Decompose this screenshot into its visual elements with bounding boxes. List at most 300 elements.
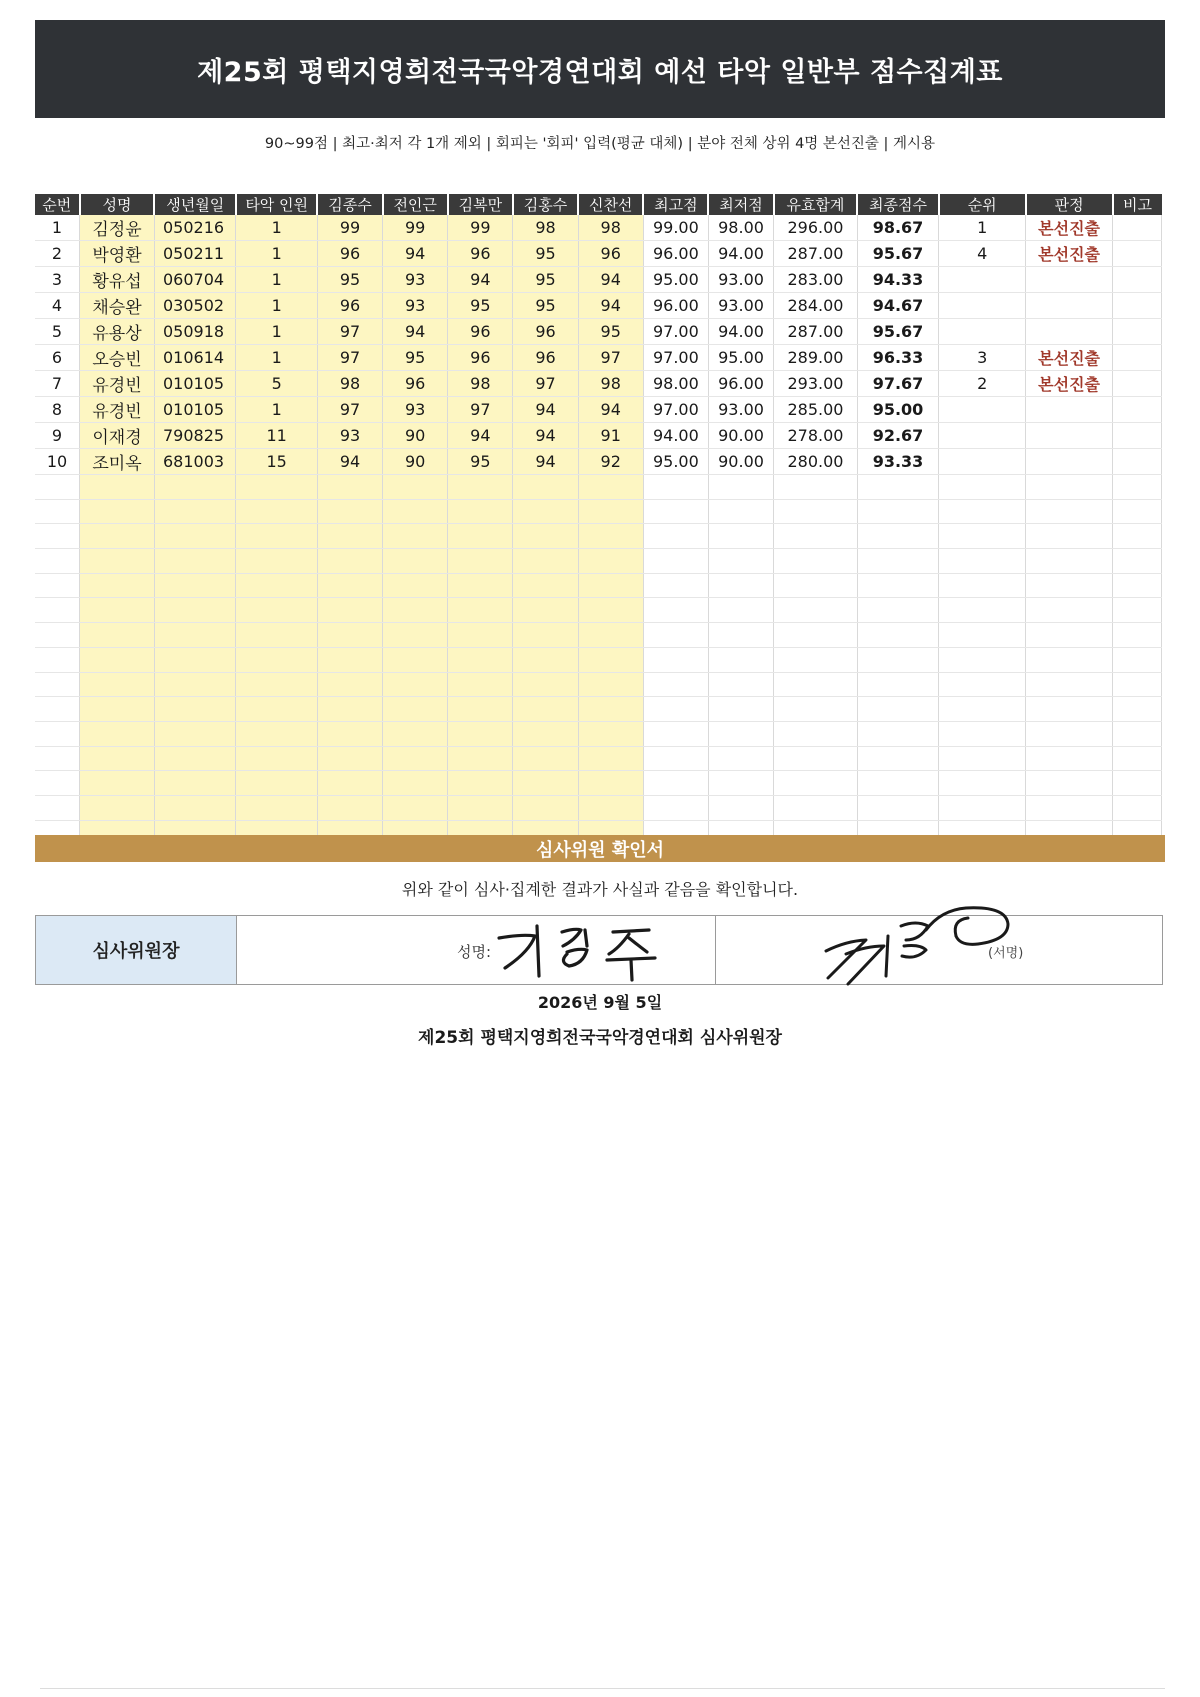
cell-rank bbox=[939, 795, 1026, 820]
cell-final: 96.33 bbox=[857, 345, 938, 371]
header-verdict: 판정 bbox=[1026, 194, 1113, 215]
cell-final bbox=[857, 573, 938, 598]
table-row bbox=[35, 475, 1162, 500]
cell-valid-sum bbox=[774, 721, 858, 746]
cell-rank bbox=[939, 397, 1026, 423]
cell-note bbox=[1113, 293, 1162, 319]
cell-max: 99.00 bbox=[643, 215, 708, 241]
cell-judge-2 bbox=[383, 721, 448, 746]
seal-label: (서명) bbox=[988, 946, 1024, 961]
cell-members: 1 bbox=[236, 215, 317, 241]
cell-judge-2 bbox=[383, 746, 448, 771]
cell-min bbox=[708, 672, 773, 697]
cell-judge-2 bbox=[383, 795, 448, 820]
cell-members bbox=[236, 697, 317, 722]
cell-no bbox=[35, 598, 80, 623]
signature-table bbox=[35, 915, 1163, 985]
cell-verdict: 본선진출 bbox=[1026, 345, 1113, 371]
cell-judge-5: 91 bbox=[578, 423, 643, 449]
cell-note bbox=[1113, 499, 1162, 524]
table-row bbox=[35, 241, 1162, 267]
cell-note bbox=[1113, 573, 1162, 598]
cell-name bbox=[80, 499, 155, 524]
cell-birth bbox=[154, 795, 235, 820]
cell-rank bbox=[939, 672, 1026, 697]
cell-min: 90.00 bbox=[708, 449, 773, 475]
cell-judge-5 bbox=[578, 672, 643, 697]
cell-judge-1 bbox=[317, 672, 382, 697]
cell-min: 95.00 bbox=[708, 345, 773, 371]
cell-final: 98.67 bbox=[857, 215, 938, 241]
cell-valid-sum: 284.00 bbox=[774, 293, 858, 319]
cell-verdict bbox=[1026, 475, 1113, 500]
cell-min: 93.00 bbox=[708, 267, 773, 293]
cell-note bbox=[1113, 672, 1162, 697]
cell-members bbox=[236, 795, 317, 820]
cell-judge-1: 97 bbox=[317, 319, 382, 345]
confirm-statement: 위와 같이 심사·집계한 결과가 사실과 같음을 확인합니다. bbox=[401, 880, 799, 899]
cell-judge-1: 97 bbox=[317, 397, 382, 423]
cell-max bbox=[643, 795, 708, 820]
cell-note bbox=[1113, 345, 1162, 371]
cell-judge-5 bbox=[578, 795, 643, 820]
cell-name bbox=[80, 795, 155, 820]
cell-judge-3: 94 bbox=[448, 267, 513, 293]
cell-judge-5 bbox=[578, 549, 643, 574]
header-judge-2: 전인근 bbox=[383, 194, 448, 215]
cell-final bbox=[857, 721, 938, 746]
cell-members: 1 bbox=[236, 319, 317, 345]
header-name: 성명 bbox=[80, 194, 155, 215]
cell-valid-sum: 280.00 bbox=[774, 449, 858, 475]
cell-judge-3 bbox=[448, 697, 513, 722]
cell-rank: 2 bbox=[939, 371, 1026, 397]
header-judge-1: 김종수 bbox=[317, 194, 382, 215]
cell-birth bbox=[154, 746, 235, 771]
cell-no bbox=[35, 549, 80, 574]
cell-final: 95.67 bbox=[857, 319, 938, 345]
cell-birth bbox=[154, 475, 235, 500]
cell-judge-2 bbox=[383, 499, 448, 524]
cell-members: 1 bbox=[236, 293, 317, 319]
cell-members bbox=[236, 672, 317, 697]
confirm-heading: 심사위원 확인서 bbox=[35, 835, 1165, 862]
cell-verdict bbox=[1026, 573, 1113, 598]
cell-no bbox=[35, 771, 80, 796]
cell-name: 황유섭 bbox=[80, 267, 155, 293]
cell-verdict: 본선진출 bbox=[1026, 371, 1113, 397]
header-judge-3: 김복만 bbox=[448, 194, 513, 215]
name-cell bbox=[237, 916, 716, 984]
cell-judge-4: 96 bbox=[513, 319, 578, 345]
cell-final: 94.67 bbox=[857, 293, 938, 319]
cell-birth: 010614 bbox=[154, 345, 235, 371]
table-row bbox=[35, 293, 1162, 319]
cell-no bbox=[35, 795, 80, 820]
cell-members: 11 bbox=[236, 423, 317, 449]
table-header-row bbox=[35, 194, 1162, 215]
cell-judge-4 bbox=[513, 697, 578, 722]
cell-name bbox=[80, 573, 155, 598]
cell-max: 97.00 bbox=[643, 319, 708, 345]
cell-note bbox=[1113, 397, 1162, 423]
cell-verdict bbox=[1026, 697, 1113, 722]
header-max: 최고점 bbox=[643, 194, 708, 215]
cell-rank bbox=[939, 267, 1026, 293]
cell-note bbox=[1113, 524, 1162, 549]
cell-judge-4 bbox=[513, 795, 578, 820]
cell-judge-4 bbox=[513, 598, 578, 623]
cell-rank bbox=[939, 549, 1026, 574]
table-row bbox=[35, 672, 1162, 697]
cell-valid-sum bbox=[774, 499, 858, 524]
cell-members: 5 bbox=[236, 371, 317, 397]
cell-verdict bbox=[1026, 423, 1113, 449]
cell-final bbox=[857, 499, 938, 524]
cell-note bbox=[1113, 697, 1162, 722]
cell-judge-2 bbox=[383, 623, 448, 648]
cell-judge-3 bbox=[448, 623, 513, 648]
table-row bbox=[35, 746, 1162, 771]
cell-rank bbox=[939, 771, 1026, 796]
cell-members bbox=[236, 623, 317, 648]
cell-members bbox=[236, 573, 317, 598]
cell-verdict bbox=[1026, 598, 1113, 623]
cell-min bbox=[708, 771, 773, 796]
cell-max: 96.00 bbox=[643, 293, 708, 319]
cell-name bbox=[80, 697, 155, 722]
cell-judge-3 bbox=[448, 598, 513, 623]
cell-verdict bbox=[1026, 499, 1113, 524]
cell-no: 1 bbox=[35, 215, 80, 241]
cell-final bbox=[857, 771, 938, 796]
cell-name: 이재경 bbox=[80, 423, 155, 449]
cell-rank bbox=[939, 293, 1026, 319]
cell-valid-sum: 293.00 bbox=[774, 371, 858, 397]
header-final: 최종점수 bbox=[857, 194, 938, 215]
cell-name: 유경빈 bbox=[80, 397, 155, 423]
cell-judge-1 bbox=[317, 746, 382, 771]
cell-final: 95.67 bbox=[857, 241, 938, 267]
cell-judge-5 bbox=[578, 746, 643, 771]
cell-no: 10 bbox=[35, 449, 80, 475]
cell-valid-sum bbox=[774, 524, 858, 549]
cell-judge-4: 94 bbox=[513, 397, 578, 423]
cell-judge-2: 94 bbox=[383, 319, 448, 345]
cell-judge-4 bbox=[513, 524, 578, 549]
cell-name: 유경빈 bbox=[80, 371, 155, 397]
cell-judge-3 bbox=[448, 647, 513, 672]
cell-final bbox=[857, 549, 938, 574]
cell-valid-sum: 289.00 bbox=[774, 345, 858, 371]
cell-judge-1: 94 bbox=[317, 449, 382, 475]
cell-valid-sum bbox=[774, 647, 858, 672]
cell-rank bbox=[939, 499, 1026, 524]
cell-note bbox=[1113, 721, 1162, 746]
cell-members bbox=[236, 598, 317, 623]
header-min: 최저점 bbox=[708, 194, 773, 215]
cell-no: 6 bbox=[35, 345, 80, 371]
cell-max bbox=[643, 697, 708, 722]
cell-verdict bbox=[1026, 672, 1113, 697]
cell-members bbox=[236, 721, 317, 746]
cell-note bbox=[1113, 647, 1162, 672]
cell-judge-3 bbox=[448, 573, 513, 598]
cell-birth: 790825 bbox=[154, 423, 235, 449]
cell-judge-3: 97 bbox=[448, 397, 513, 423]
cell-judge-3 bbox=[448, 771, 513, 796]
cell-rank: 4 bbox=[939, 241, 1026, 267]
cell-note bbox=[1113, 795, 1162, 820]
cell-members: 1 bbox=[236, 397, 317, 423]
page-title: 제25회 평택지영희전국국악경연대회 예선 타악 일반부 점수집계표 bbox=[35, 20, 1165, 118]
cell-judge-2: 94 bbox=[383, 241, 448, 267]
cell-max bbox=[643, 499, 708, 524]
cell-final bbox=[857, 598, 938, 623]
table-row bbox=[35, 319, 1162, 345]
header-valid-sum: 유효합계 bbox=[774, 194, 858, 215]
cell-note bbox=[1113, 215, 1162, 241]
table-row bbox=[35, 771, 1162, 796]
cell-judge-2 bbox=[383, 573, 448, 598]
cell-final bbox=[857, 475, 938, 500]
cell-judge-2: 93 bbox=[383, 267, 448, 293]
cell-min: 90.00 bbox=[708, 423, 773, 449]
cell-final bbox=[857, 697, 938, 722]
cell-members: 1 bbox=[236, 241, 317, 267]
cell-birth: 030502 bbox=[154, 293, 235, 319]
header-note: 비고 bbox=[1113, 194, 1162, 215]
cell-judge-2 bbox=[383, 771, 448, 796]
cell-birth bbox=[154, 672, 235, 697]
cell-verdict bbox=[1026, 293, 1113, 319]
cell-judge-3: 96 bbox=[448, 345, 513, 371]
cell-judge-4 bbox=[513, 672, 578, 697]
table-row bbox=[35, 623, 1162, 648]
confirm-date: 2026년 9월 5일 bbox=[537, 993, 663, 1012]
cell-name: 채승완 bbox=[80, 293, 155, 319]
cell-note bbox=[1113, 319, 1162, 345]
cell-birth bbox=[154, 623, 235, 648]
cell-judge-4: 95 bbox=[513, 241, 578, 267]
cell-min: 93.00 bbox=[708, 293, 773, 319]
cell-max: 95.00 bbox=[643, 267, 708, 293]
cell-name bbox=[80, 647, 155, 672]
cell-verdict bbox=[1026, 397, 1113, 423]
cell-min bbox=[708, 721, 773, 746]
cell-rank bbox=[939, 623, 1026, 648]
cell-name: 박영환 bbox=[80, 241, 155, 267]
cell-members bbox=[236, 549, 317, 574]
cell-max: 96.00 bbox=[643, 241, 708, 267]
cell-max bbox=[643, 623, 708, 648]
cell-final: 94.33 bbox=[857, 267, 938, 293]
header-rank: 순위 bbox=[939, 194, 1026, 215]
cell-members bbox=[236, 475, 317, 500]
cell-note bbox=[1113, 371, 1162, 397]
cell-max bbox=[643, 573, 708, 598]
cell-judge-4 bbox=[513, 475, 578, 500]
cell-min: 96.00 bbox=[708, 371, 773, 397]
cell-note bbox=[1113, 623, 1162, 648]
cell-judge-4 bbox=[513, 746, 578, 771]
cell-final bbox=[857, 795, 938, 820]
cell-note bbox=[1113, 746, 1162, 771]
cell-valid-sum bbox=[774, 623, 858, 648]
cell-max bbox=[643, 746, 708, 771]
header-no: 순번 bbox=[35, 194, 80, 215]
cell-no: 8 bbox=[35, 397, 80, 423]
cell-birth: 050211 bbox=[154, 241, 235, 267]
cell-judge-5 bbox=[578, 647, 643, 672]
cell-judge-5 bbox=[578, 771, 643, 796]
cell-no bbox=[35, 475, 80, 500]
cell-judge-4 bbox=[513, 499, 578, 524]
cell-judge-4 bbox=[513, 771, 578, 796]
cell-judge-3 bbox=[448, 746, 513, 771]
cell-no bbox=[35, 697, 80, 722]
cell-judge-1: 98 bbox=[317, 371, 382, 397]
cell-judge-2 bbox=[383, 598, 448, 623]
cell-judge-2: 90 bbox=[383, 423, 448, 449]
cell-name: 조미옥 bbox=[80, 449, 155, 475]
cell-max: 97.00 bbox=[643, 345, 708, 371]
cell-name bbox=[80, 623, 155, 648]
cell-judge-3: 96 bbox=[448, 241, 513, 267]
cell-verdict bbox=[1026, 647, 1113, 672]
name-label: 성명: bbox=[457, 943, 492, 961]
cell-members: 1 bbox=[236, 267, 317, 293]
cell-judge-1: 93 bbox=[317, 423, 382, 449]
cell-verdict: 본선진출 bbox=[1026, 215, 1113, 241]
cell-judge-2: 93 bbox=[383, 397, 448, 423]
cell-name bbox=[80, 475, 155, 500]
cell-judge-5: 92 bbox=[578, 449, 643, 475]
cell-judge-2 bbox=[383, 549, 448, 574]
cell-rank: 1 bbox=[939, 215, 1026, 241]
table-row bbox=[35, 397, 1162, 423]
handwritten-name bbox=[237, 916, 715, 986]
cell-valid-sum bbox=[774, 697, 858, 722]
cell-verdict bbox=[1026, 449, 1113, 475]
cell-judge-1 bbox=[317, 499, 382, 524]
cell-judge-4: 97 bbox=[513, 371, 578, 397]
footer-authority: 제25회 평택지영희전국국악경연대회 심사위원장 bbox=[418, 1028, 782, 1048]
cell-judge-1 bbox=[317, 549, 382, 574]
cell-members bbox=[236, 746, 317, 771]
header-members: 타악 인원 bbox=[236, 194, 317, 215]
cell-judge-4: 96 bbox=[513, 345, 578, 371]
table-row bbox=[35, 721, 1162, 746]
cell-judge-2 bbox=[383, 524, 448, 549]
cell-verdict bbox=[1026, 795, 1113, 820]
cell-name bbox=[80, 598, 155, 623]
table-row bbox=[35, 549, 1162, 574]
cell-judge-1: 96 bbox=[317, 241, 382, 267]
cell-min bbox=[708, 499, 773, 524]
cell-note bbox=[1113, 423, 1162, 449]
cell-note bbox=[1113, 598, 1162, 623]
cell-judge-1 bbox=[317, 721, 382, 746]
cell-name: 오승빈 bbox=[80, 345, 155, 371]
cell-judge-1 bbox=[317, 573, 382, 598]
cell-judge-1: 97 bbox=[317, 345, 382, 371]
cell-rank bbox=[939, 746, 1026, 771]
cell-judge-5: 96 bbox=[578, 241, 643, 267]
cell-valid-sum: 278.00 bbox=[774, 423, 858, 449]
cell-max: 98.00 bbox=[643, 371, 708, 397]
cell-valid-sum bbox=[774, 795, 858, 820]
cell-judge-5 bbox=[578, 598, 643, 623]
role-label: 심사위원장 bbox=[36, 916, 237, 984]
cell-judge-2 bbox=[383, 475, 448, 500]
cell-judge-5 bbox=[578, 697, 643, 722]
cell-judge-5 bbox=[578, 721, 643, 746]
cell-judge-2: 99 bbox=[383, 215, 448, 241]
cell-judge-4 bbox=[513, 573, 578, 598]
cell-min bbox=[708, 573, 773, 598]
cell-judge-4 bbox=[513, 647, 578, 672]
cell-final: 92.67 bbox=[857, 423, 938, 449]
cell-min bbox=[708, 598, 773, 623]
cell-judge-2 bbox=[383, 672, 448, 697]
cell-final: 93.33 bbox=[857, 449, 938, 475]
cell-no bbox=[35, 647, 80, 672]
cell-judge-2 bbox=[383, 697, 448, 722]
cell-final bbox=[857, 746, 938, 771]
cell-no bbox=[35, 524, 80, 549]
cell-min bbox=[708, 746, 773, 771]
cell-rank bbox=[939, 721, 1026, 746]
cell-judge-2: 90 bbox=[383, 449, 448, 475]
cell-birth bbox=[154, 549, 235, 574]
table-row bbox=[35, 647, 1162, 672]
rules-subtitle: 90~99점 | 최고·최저 각 1개 제외 | 회피는 '회피' 입력(평균 대체) | 분야 전체 상위 4명 본선진출 | 게시용 bbox=[264, 136, 936, 152]
cell-birth: 681003 bbox=[154, 449, 235, 475]
cell-valid-sum: 287.00 bbox=[774, 241, 858, 267]
cell-judge-5 bbox=[578, 573, 643, 598]
cell-judge-3 bbox=[448, 524, 513, 549]
cell-judge-2: 95 bbox=[383, 345, 448, 371]
table-row bbox=[35, 215, 1162, 241]
cell-min: 94.00 bbox=[708, 319, 773, 345]
bottom-divider bbox=[40, 1688, 1165, 1689]
cell-judge-5 bbox=[578, 524, 643, 549]
table-row bbox=[35, 697, 1162, 722]
cell-no bbox=[35, 746, 80, 771]
cell-max bbox=[643, 549, 708, 574]
cell-no: 9 bbox=[35, 423, 80, 449]
cell-final bbox=[857, 647, 938, 672]
cell-verdict bbox=[1026, 267, 1113, 293]
cell-judge-3 bbox=[448, 795, 513, 820]
cell-note bbox=[1113, 267, 1162, 293]
cell-min bbox=[708, 647, 773, 672]
cell-judge-3 bbox=[448, 672, 513, 697]
cell-judge-4: 98 bbox=[513, 215, 578, 241]
cell-judge-1 bbox=[317, 475, 382, 500]
cell-name: 유용상 bbox=[80, 319, 155, 345]
cell-max bbox=[643, 721, 708, 746]
cell-judge-4 bbox=[513, 549, 578, 574]
cell-name bbox=[80, 746, 155, 771]
table-row bbox=[35, 371, 1162, 397]
cell-judge-5: 95 bbox=[578, 319, 643, 345]
cell-note bbox=[1113, 475, 1162, 500]
header-judge-4: 김홍수 bbox=[513, 194, 578, 215]
cell-min bbox=[708, 795, 773, 820]
cell-judge-4: 95 bbox=[513, 267, 578, 293]
